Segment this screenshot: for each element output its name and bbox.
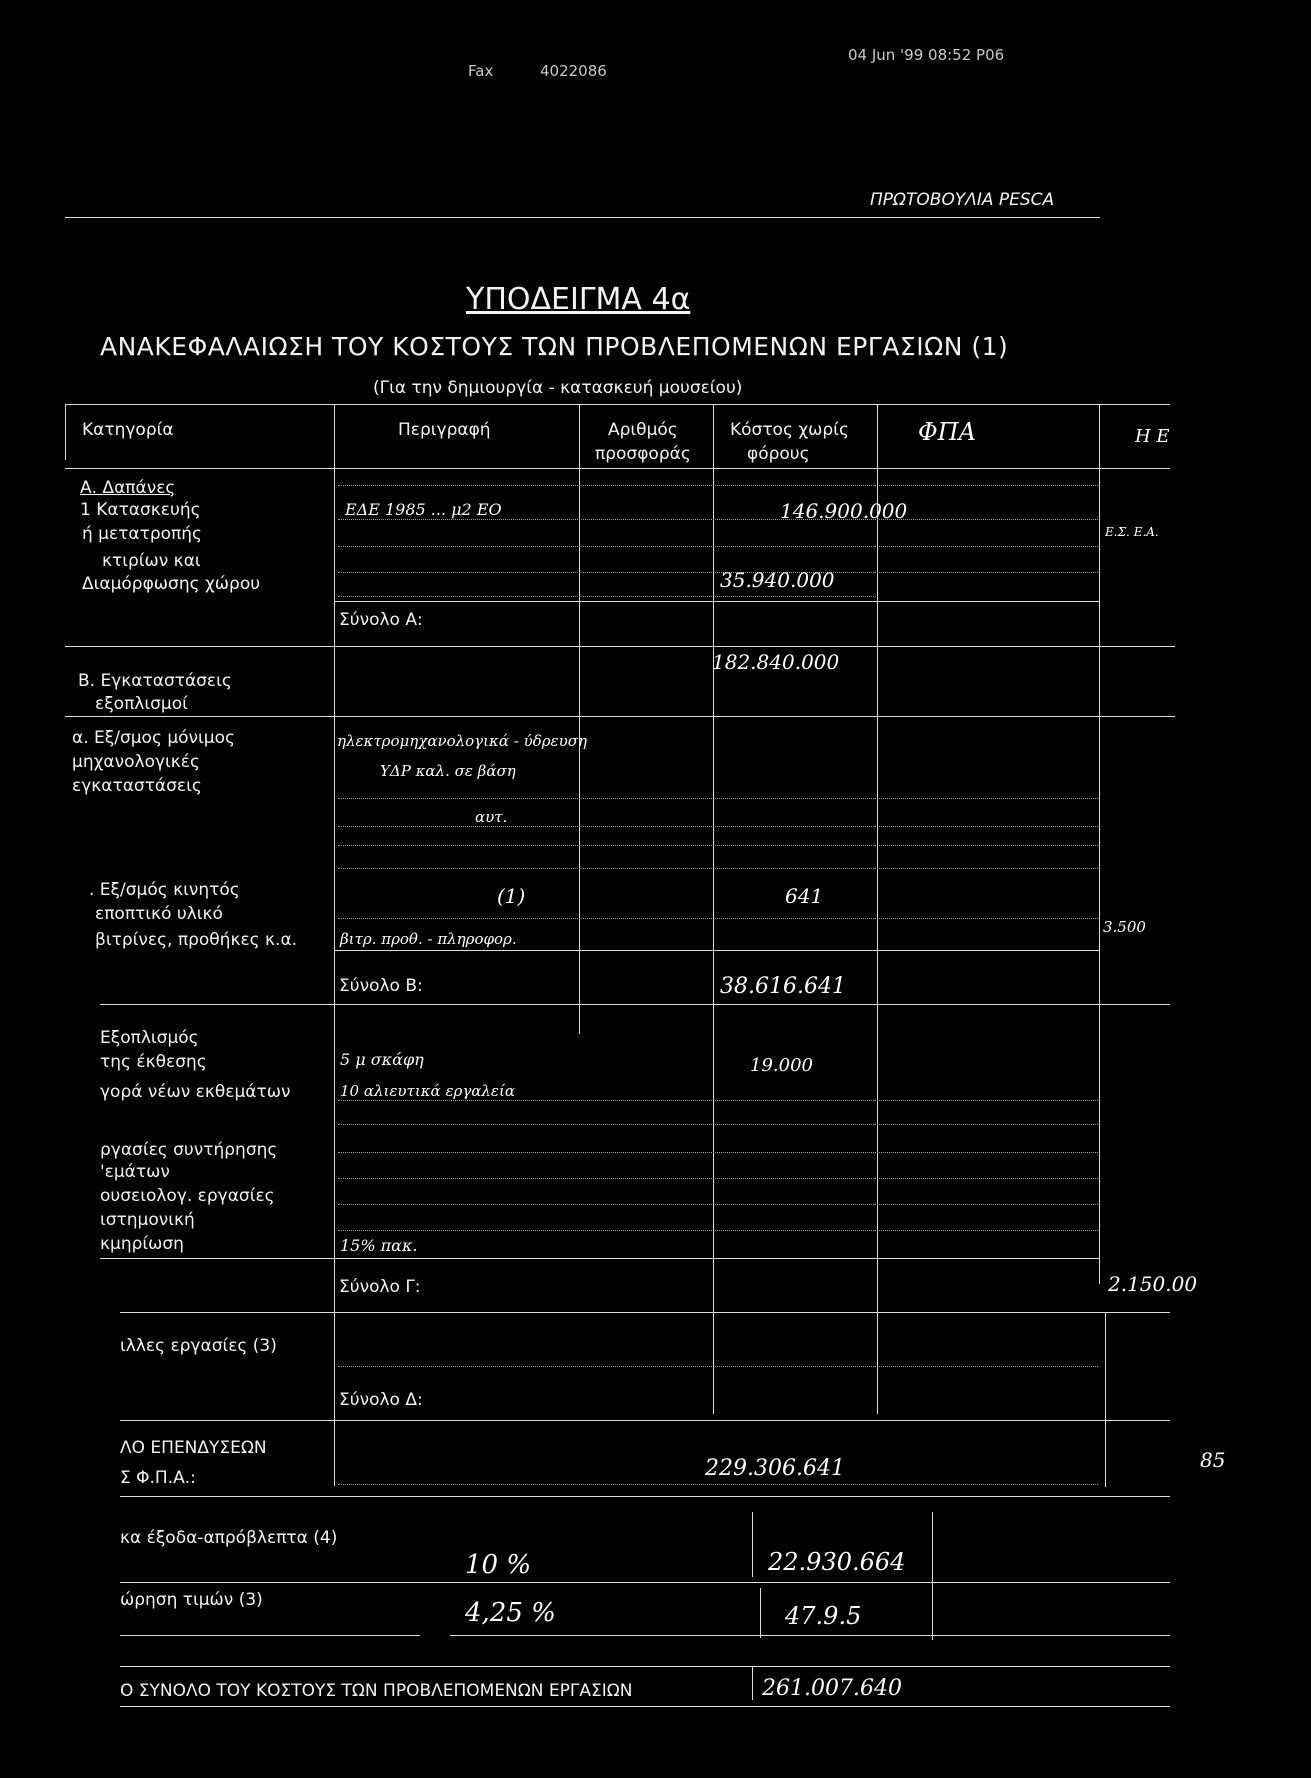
col-header-last: Η Ε: [1135, 426, 1170, 447]
section-d-total-label: Σύνολο Δ:: [339, 1390, 423, 1410]
section-c-cost: 19.000: [750, 1055, 813, 1076]
col-header-category: Κατηγορία: [82, 420, 174, 440]
dotted-line: [338, 485, 1098, 486]
extras-divider-1: [752, 1512, 753, 1577]
extras-bottom-rule-2: [450, 1635, 1170, 1636]
section-b-a-line-3: εγκαταστάσεις: [72, 776, 202, 796]
grand-total-divider: [752, 1666, 753, 1700]
fax-label: Fax: [468, 62, 494, 80]
section-b-b-line-1: . Εξ/σμός κινητός: [89, 880, 240, 900]
section-b-a-line-1: α. Εξ/σμος μόνιμος: [72, 728, 235, 748]
unforeseen-value: 22.930.664: [768, 1548, 906, 1576]
section-b-b-line-2: εποπτικό υλικό: [95, 904, 223, 924]
section-a-total-value: 182.840.000: [712, 650, 840, 674]
section-b-b-line-3: βιτρίνες, προθήκες κ.α.: [95, 930, 298, 950]
fax-number: 4022086: [540, 62, 607, 80]
section-c-desc-2: 10 αλιευτικά εργαλεία: [340, 1082, 515, 1100]
section-a-total-label: Σύνολο Α:: [339, 610, 423, 630]
header-rule: [65, 217, 1100, 218]
col-header-vat: ΦΠΑ: [918, 418, 976, 446]
row-rule: [334, 601, 1100, 602]
dotted-line: [338, 1124, 1098, 1125]
dotted-line: [338, 546, 1098, 547]
section-c-bottom-rule: [120, 1312, 1170, 1313]
section-a-side-notes: Ε.Σ. Ε.Α.: [1105, 525, 1159, 539]
dotted-line: [338, 798, 1098, 799]
col-header-offer-2: προσφοράς: [595, 444, 691, 464]
section-c-desc-3: 15% πακ.: [340, 1236, 418, 1255]
section-b-heading-2: εξοπλισμοί: [95, 694, 188, 714]
section-c-line-3: γορά νέων εκθεμάτων: [100, 1082, 291, 1102]
page-purpose: (Για την δημιουργία - κατασκευή μουσείου): [373, 378, 743, 398]
row-rule: [100, 1258, 1100, 1259]
dotted-line: [338, 596, 878, 597]
section-c-line-6: ουσειολογ. εργασίες: [100, 1186, 275, 1206]
extras-divider-3: [760, 1588, 761, 1638]
investments-side-value: 85: [1200, 1448, 1226, 1472]
section-c-total-label: Σύνολο Γ:: [339, 1277, 421, 1297]
dotted-line: [338, 918, 1098, 919]
section-b-top-rule: [65, 716, 1175, 717]
col-header-offer: Αριθμός: [608, 420, 678, 440]
section-b-bottom-rule: [100, 1004, 1170, 1005]
section-b-a-line-2: μηχανολογικές: [72, 752, 200, 772]
dotted-line: [338, 1152, 1098, 1153]
section-c-desc-1: 5 μ σκάφη: [340, 1050, 424, 1069]
section-b-total-label: Σύνολο Β:: [339, 976, 423, 996]
section-c-line-2: της έκθεσης: [100, 1052, 207, 1072]
section-a-line-4: Διαμόρφωσης χώρου: [82, 574, 261, 594]
dotted-line: [338, 1204, 1098, 1205]
grand-total-value: 261.007.640: [762, 1676, 902, 1701]
dotted-line: [338, 868, 1098, 869]
col-header-description: Περιγραφή: [398, 420, 491, 440]
section-c-side-total: 2.150.00: [1108, 1272, 1198, 1296]
investments-label-1: ΛΟ ΕΠΕΝΔΥΣΕΩΝ: [120, 1438, 267, 1458]
investments-label-2: Σ Φ.Π.Α.:: [120, 1468, 196, 1488]
section-c-line-7: ιστημονική: [100, 1210, 195, 1230]
section-b-heading: Β. Εγκαταστάσεις: [78, 671, 232, 691]
col-header-cost-2: φόρους: [747, 444, 810, 464]
price-adjust-value: 47.9.5: [785, 1602, 862, 1630]
section-a-line-3: κτιρίων και: [102, 551, 201, 571]
unforeseen-label: κα έξοδα-απρόβλεπτα (4): [120, 1528, 338, 1548]
row-rule: [334, 950, 1100, 951]
col-divider-description: [579, 404, 580, 1034]
section-d-bottom-rule: [120, 1420, 1170, 1421]
dotted-line: [338, 1484, 1098, 1485]
section-c-line-8: κμηρίωση: [100, 1234, 184, 1254]
section-b-side-note: 3.500: [1103, 918, 1146, 936]
fax-timestamp: 04 Jun '99 08:52 P06: [848, 46, 1005, 64]
header-bottom-rule: [65, 468, 1170, 469]
col-header-cost: Κόστος χωρίς: [730, 420, 849, 440]
section-c-line-1: Εξοπλισμός: [100, 1028, 199, 1048]
dotted-line: [338, 1178, 1098, 1179]
dotted-line: [338, 845, 1098, 846]
col-divider-vat-lower: [1105, 1312, 1106, 1487]
section-a-line-2: ή μετατροπής: [82, 524, 203, 544]
section-b-a-desc-3: αυτ.: [475, 808, 508, 826]
grand-total-top-rule: [120, 1666, 1170, 1667]
dotted-line: [338, 826, 1098, 827]
investments-bottom-rule: [120, 1496, 1170, 1497]
section-a-heading: Α. Δαπάνες: [80, 478, 176, 498]
section-a-description: ΕΔΕ 1985 ... μ2 ΕΟ: [345, 500, 502, 519]
section-a-line-1: 1 Κατασκευής: [80, 500, 201, 520]
price-adjust-label: ώρηση τιμών (3): [120, 1590, 263, 1610]
col-divider-vat: [1099, 404, 1100, 1284]
section-c-line-5: 'εμάτων: [100, 1162, 170, 1182]
table-top-rule: [65, 404, 1170, 405]
investments-total-value: 229.306.641: [705, 1456, 845, 1481]
section-c-line-4: ργασίες συντήρησης: [100, 1140, 278, 1160]
dotted-line: [338, 1230, 1098, 1231]
col-divider-offer: [713, 404, 714, 1414]
initiative-label: ΠΡΩΤΟΒΟΥΛΙΑ PESCA: [870, 190, 1055, 210]
section-a-bottom-rule: [65, 646, 1175, 647]
section-b-b-cost: 641: [785, 884, 824, 908]
unforeseen-percent: 10 %: [465, 1550, 532, 1580]
grand-total-bottom-rule: [120, 1706, 1170, 1707]
section-b-b-desc-2: βιτρ. προθ. - πληροφορ.: [340, 930, 517, 948]
section-a-cost-2: 35.940.000: [720, 568, 835, 592]
dotted-line: [338, 1100, 1098, 1101]
dotted-line: [338, 1366, 1098, 1367]
price-adjust-percent: 4,25 %: [465, 1598, 556, 1628]
section-b-a-desc-1: ηλεκτρομηχανολογικά - ύδρευση: [337, 732, 587, 750]
section-b-total-value: 38.616.641: [720, 974, 846, 999]
section-a-cost-1: 146.900.000: [780, 499, 908, 523]
page-subtitle: ΑΝΑΚΕΦΑΛΑΙΩΣΗ ΤΟΥ ΚΟΣΤΟΥΣ ΤΩΝ ΠΡΟΒΛΕΠΟΜΕΝΩΝ ΕΡΓΑΣΙΩΝ (1): [100, 332, 1009, 361]
table-left-border: [65, 404, 66, 460]
section-d-label: ιλλες εργασίες (3): [120, 1336, 277, 1356]
extras-divider-2: [932, 1512, 933, 1640]
dotted-line: [338, 519, 1098, 520]
extras-bottom-rule: [120, 1635, 420, 1636]
section-b-a-desc-2: ΥΔΡ καλ. σε βάση: [380, 762, 516, 780]
col-divider-category: [334, 404, 335, 1486]
page-title: ΥΠΟΔΕΙΓΜΑ 4α: [466, 282, 691, 317]
grand-total-label: Ο ΣΥΝΟΛΟ ΤΟΥ ΚΟΣΤΟΥΣ ΤΩΝ ΠΡΟΒΛΕΠΟΜΕΝΩΝ ΕΡΓΑΣΙΩΝ: [120, 1681, 633, 1701]
extras-mid-rule: [120, 1582, 1170, 1583]
dotted-line: [338, 572, 1098, 573]
col-divider-cost: [877, 404, 878, 1414]
section-b-b-desc-1: (1): [497, 884, 526, 908]
